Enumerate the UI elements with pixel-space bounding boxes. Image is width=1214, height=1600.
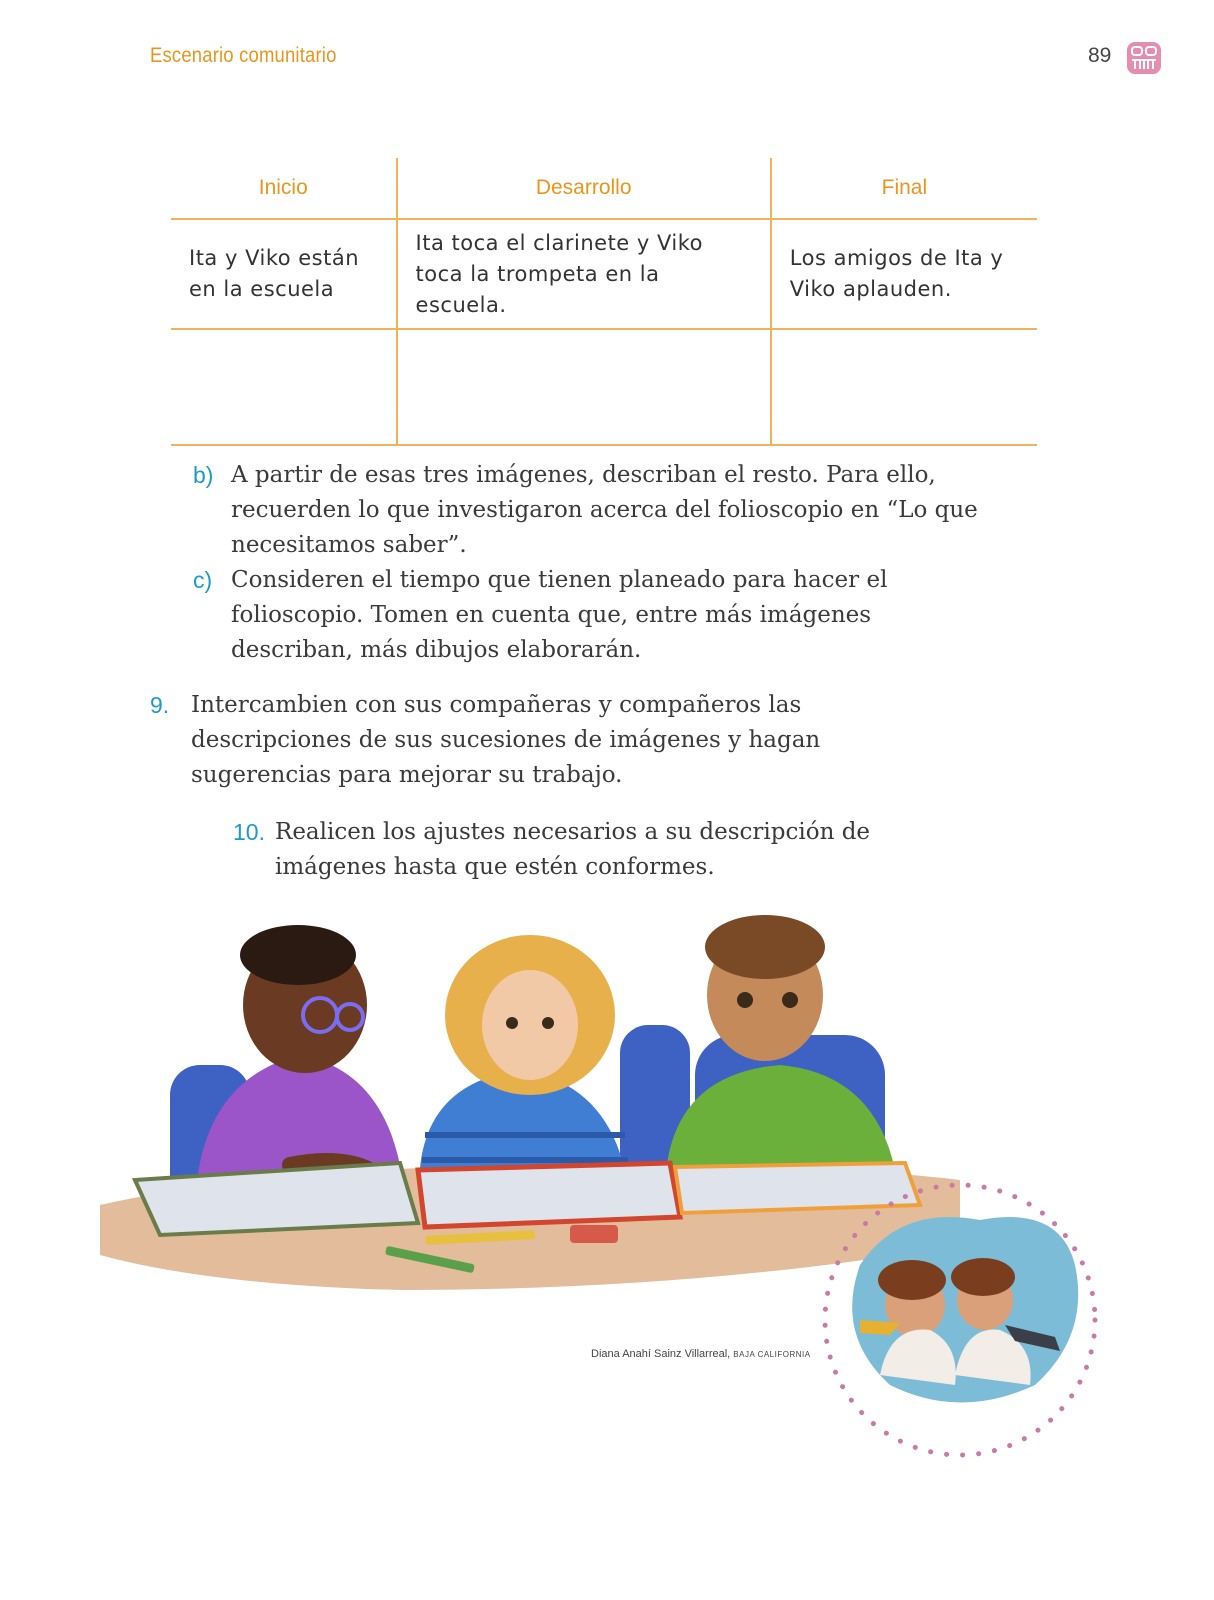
cell-empty — [171, 329, 397, 445]
illustration-credit — [591, 1348, 811, 1360]
item-c — [193, 563, 963, 668]
item-9-marker: 9. — [150, 692, 170, 718]
header-inicio: Inicio — [171, 158, 397, 219]
item-c-marker: c) — [193, 567, 213, 593]
glyph-logo-icon — [1126, 41, 1162, 75]
cell-final: Los amigos de Ita y Viko aplauden. — [771, 219, 1037, 329]
item-9 — [150, 688, 830, 793]
item-10-text: Realicen los ajustes necesarios a su descripción de imágenes hasta que estén conformes. — [275, 819, 871, 880]
item-10 — [233, 815, 873, 885]
header-final: Final — [771, 158, 1037, 219]
cell-desarrollo: Ita toca el clarinete y Viko toca la trompeta en la escuela. — [397, 219, 771, 329]
header-desarrollo: Desarrollo — [397, 158, 771, 219]
item-c-text: Consideren el tiempo que tienen planeado para hacer el folioscopio. Tomen en cuenta que, entre más imágenes describan, más dibujos elaborarán. — [231, 567, 888, 663]
item-9-text: Intercambien con sus compañeras y compañeros las descripciones de sus sucesiones de imágenes y hagan sugerencias para mejorar su trabajo. — [191, 692, 821, 788]
table-row-empty — [171, 329, 1037, 445]
credit-name: Diana Anahí Sainz Villarreal, — [591, 1348, 731, 1360]
item-b-marker: b) — [193, 462, 214, 488]
item-b-text: A partir de esas tres imágenes, describan el resto. Para ello, recuerden lo que investigaron acerca del folioscopio en “Lo que necesitamos saber”. — [231, 462, 978, 558]
item-b — [193, 458, 1023, 563]
header-title: Escenario comunitario — [150, 44, 337, 67]
cell-inicio: Ita y Viko están en la escuela — [171, 219, 397, 329]
item-10-marker: 10. — [233, 819, 265, 845]
page-number: 89 — [1088, 44, 1112, 67]
cell-empty — [397, 329, 771, 445]
table-row — [171, 219, 1037, 329]
cell-empty — [771, 329, 1037, 445]
story-sequence-table — [171, 158, 1037, 446]
credit-place: BAJA CALIFORNIA — [733, 1350, 811, 1359]
children-reading-illustration — [100, 905, 1100, 1505]
table-header-row — [171, 158, 1037, 219]
